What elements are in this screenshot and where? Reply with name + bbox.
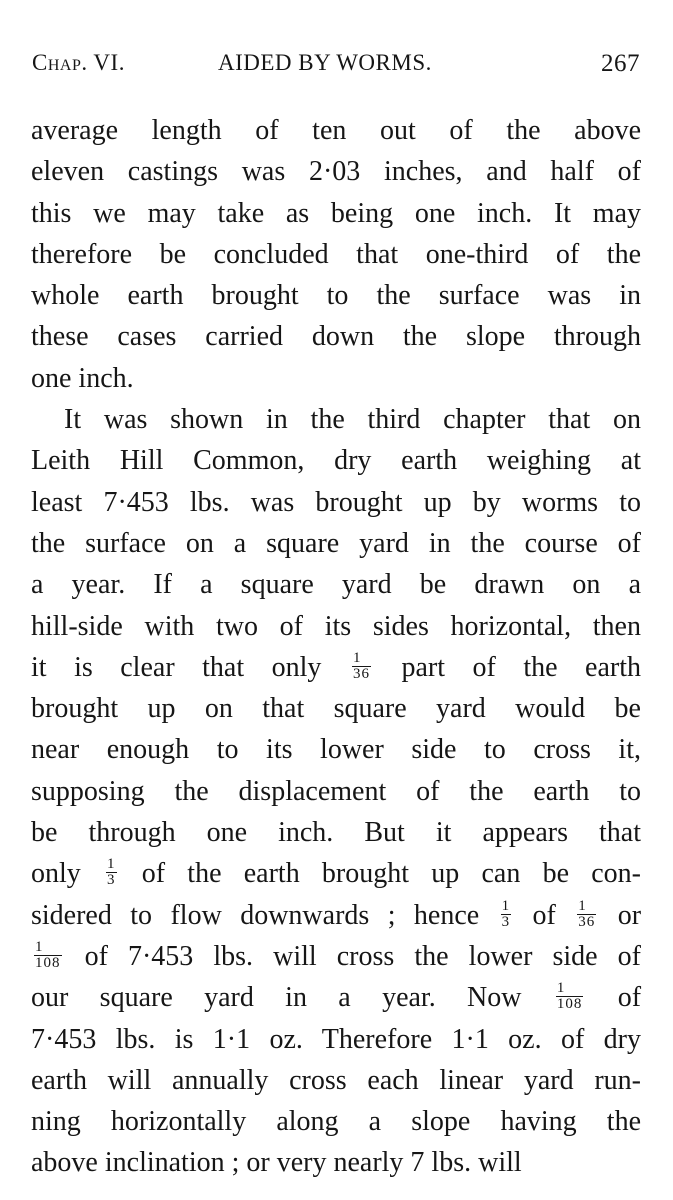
text-run: 7·453 lbs. is 1·1 oz. Therefore 1·1 oz. of dry [31,1023,641,1055]
fraction-numerator: 1 [352,651,371,667]
page-number: 267 [601,50,640,77]
fraction-numerator: 1 [34,940,62,956]
text-run: average length of ten out of the above [31,115,641,146]
fraction-numerator: 1 [501,897,510,914]
text-run: or [617,899,642,931]
fraction-denominator: 36 [352,665,370,682]
fraction [501,899,512,930]
fraction [352,651,371,682]
text-line [31,812,641,853]
text-run: this we may take as being one inch. It may [31,197,641,229]
text-line [31,440,641,481]
fraction [106,857,117,888]
text-run: ning horizontally along a slope having the [31,1106,641,1138]
text-run: earth will annually cross each linear yard run- [31,1064,641,1096]
text-run: brought up on that square yard would be [31,693,641,725]
text-run: of [532,899,556,931]
text-run: It was shown in the third chapter that on [64,404,641,436]
text-line [31,606,641,647]
fraction-denominator: 3 [501,913,511,930]
text-run: of 7·453 lbs. will cross the lower side of [84,940,641,972]
text-run: least 7·453 lbs. was brought up by worms to [31,486,641,518]
text-run: Leith Hill Common, dry earth weighing at [31,445,641,477]
text-run: supposing the displacement of the earth to [31,775,641,807]
text-line [31,729,641,770]
text-line [31,316,641,357]
text-line [31,647,641,688]
text-line [31,275,641,316]
fraction-denominator: 36 [578,913,596,930]
text-line [31,399,641,440]
text-run: our square yard in a year. Now [31,982,522,1014]
text-run: eleven castings was 2·03 inches, and half of [31,156,641,188]
chapter-label: Chap. VI. [32,50,125,75]
text-run: of the earth brought up can be con- [141,858,641,890]
text-run: it is clear that only [31,651,322,683]
running-head [32,50,640,90]
fraction-denominator: 3 [107,872,116,889]
text-run: be through one inch. But it appears that [31,817,641,849]
text-run: hill-side with two of its sides horizontal, then [31,610,641,642]
text-run: these cases carried down the slope through [31,321,641,353]
text-line [31,977,641,1018]
fraction-numerator: 1 [107,856,115,873]
text-line [31,688,641,729]
text-run: of [617,982,642,1014]
text-line [31,1101,641,1142]
fraction [556,981,584,1012]
text-line [31,110,641,151]
fraction-denominator: 108 [35,955,61,972]
fraction [577,899,596,930]
text-run: sidered to flow downwards ; hence [31,899,480,931]
text-line [31,234,641,275]
text-line [31,1142,641,1183]
text-line [31,523,641,564]
text-run: only [31,858,81,890]
fraction-numerator: 1 [577,899,596,915]
text-line [31,193,641,234]
text-run: the surface on a square yard in the course of [31,527,641,559]
text-run: above inclination ; or very nearly 7 lbs. will [31,1147,522,1179]
text-line [31,895,641,936]
text-line [31,564,641,605]
text-run: whole earth brought to the surface was in [31,280,641,312]
text-line [31,358,641,399]
text-line [31,853,641,894]
text-run: near enough to its lower side to cross it, [31,734,641,766]
running-title: AIDED BY WORMS. [218,50,432,75]
text-line [31,936,641,977]
fraction-numerator: 1 [556,981,584,997]
text-run: part of the earth [401,651,642,683]
text-line [31,482,641,523]
text-line [31,1060,641,1101]
fraction [34,940,62,971]
text-run: a year. If a square yard be drawn on a [31,569,641,601]
text-line [31,771,641,812]
body-text [31,110,641,1184]
text-run: therefore be concluded that one-third of the [31,238,641,270]
text-line [31,151,641,192]
text-line [31,1019,641,1060]
fraction-denominator: 108 [556,996,583,1013]
text-run: one inch. [31,362,134,394]
